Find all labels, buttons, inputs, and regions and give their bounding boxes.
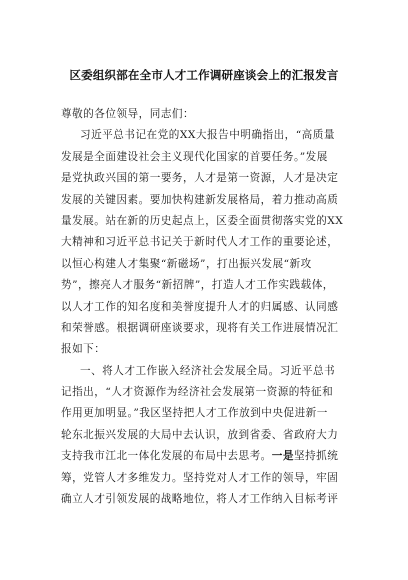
paragraph-line-text: 坚持抓统	[293, 450, 339, 463]
paragraph-line: 作用更加明显。”我区坚持把人才工作放到中央促进新一	[61, 407, 328, 420]
paragraph-line: 筹，党管人才多维发力。坚持党对人才工作的领导，牢固	[61, 471, 339, 484]
paragraph-line: 量发展。站在新的历史起点上，区委全面贯彻落实党的XX	[61, 214, 344, 227]
paragraph-line: 轮东北振兴发展的大局中去认识，放到省委、省政府大力	[61, 428, 339, 441]
document-body	[61, 104, 357, 510]
paragraph-line: 记指出，“人才资源作为经济社会发展第一资源的特征和	[61, 386, 334, 399]
paragraph-line: 报如下：	[61, 343, 106, 356]
salutation: 尊敬的各位领导，同志们：	[61, 108, 195, 120]
paragraph-line: 确立人才引领发展的战略地位，将人才工作纳入目标考评	[61, 493, 339, 506]
paragraph-line: 习近平总书记在党的XX大报告中明确指出，“高质量	[80, 129, 335, 142]
paragraph-line: 和荣誉感。根据调研座谈要求，现将有关工作进展情况汇	[61, 321, 339, 334]
paragraph-line	[61, 446, 357, 467]
emphasis-text: 一是	[271, 450, 294, 463]
paragraph-line: 势”，擦亮人才服务“新招牌”，打造人才工作实践载体，	[61, 279, 334, 292]
paragraph-line-text: 支持我市江北一体化发展的布局中去思考。	[61, 450, 272, 463]
paragraph-line: 以恒心构建人才集聚“新磁场”，打出振兴发展“新攻	[61, 257, 312, 270]
section-heading-line: 一、将人才工作嵌入经济社会发展全局。习近平总书	[80, 364, 336, 377]
paragraph-line: 大精神和习近平总书记关于新时代人才工作的重要论述，	[61, 236, 339, 249]
document-title: 区委组织部在全市人才工作调研座谈会上的汇报发言	[69, 68, 339, 82]
paragraph-line: 发展是全面建设社会主义现代化国家的首要任务。”发展	[61, 150, 328, 163]
paragraph-line: 是党执政兴国的第一要务，人才是第一资源，人才是决定	[61, 172, 339, 185]
paragraph-line: 以人才工作的知名度和美誉度提升人才的归属感、认同感	[61, 300, 339, 313]
paragraph-line: 发展的关键因素。要加快构建新发展格局，着力推动高质	[61, 193, 339, 206]
